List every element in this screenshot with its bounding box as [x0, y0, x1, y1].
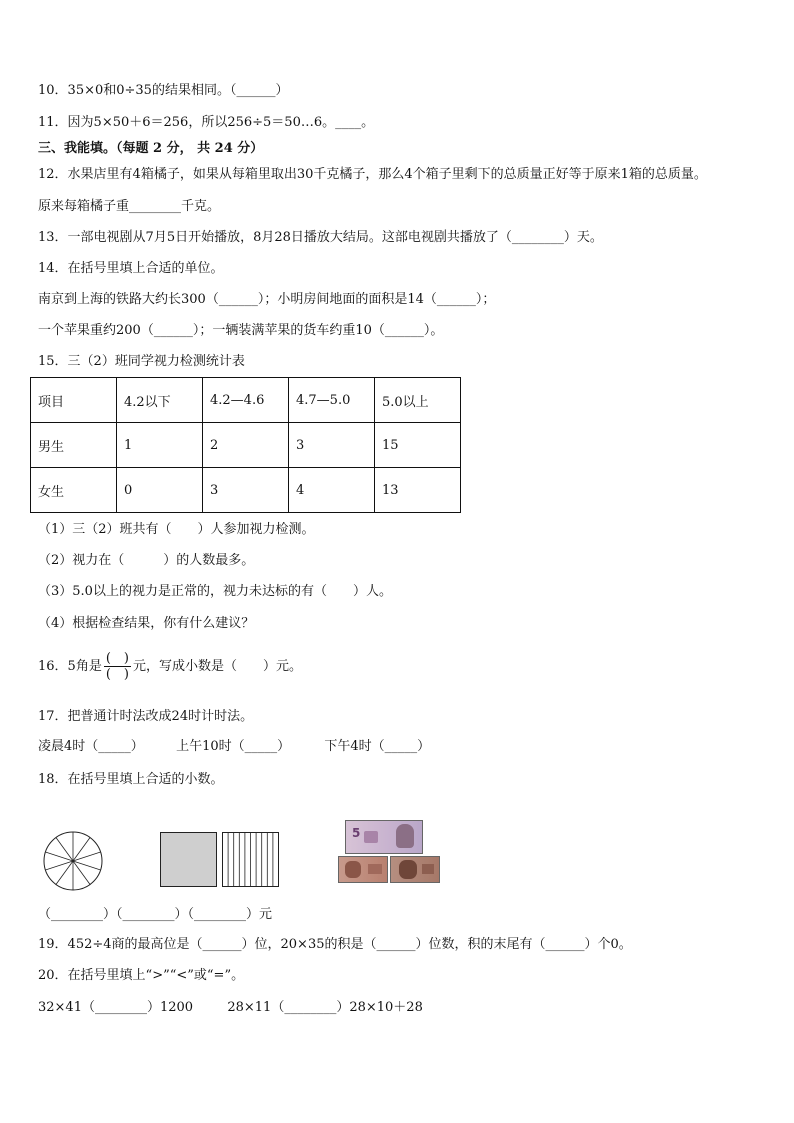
table-header-cell: 4.7—5.0 — [289, 378, 375, 423]
table-cell: 1 — [117, 423, 203, 468]
question-15-1: （1）三（2）班共有（ ）人参加视力检测。 — [38, 522, 315, 537]
question-17-answers — [38, 738, 430, 756]
fraction-denominator: ( ) — [105, 667, 129, 682]
question-14-line1: 南京到上海的铁路大约长300（______）；小明房间地面的面积是14（______）； — [38, 292, 496, 307]
table-cell: 3 — [203, 468, 289, 513]
question-16 — [38, 644, 302, 690]
question-17-b: 上午10时（_____） — [176, 739, 291, 754]
table-cell: 3 — [289, 423, 375, 468]
table-row — [31, 468, 461, 513]
question-14: 14．在括号里填上合适的单位。 — [38, 261, 224, 276]
table-header-cell: 项目 — [31, 378, 117, 423]
portrait-icon — [345, 861, 361, 878]
section-heading-3: 三、我能填。（每题 2 分， 共 24 分） — [38, 141, 264, 156]
vision-table — [30, 377, 461, 513]
question-20: 20．在括号里填上“>”“<”或“=”。 — [38, 968, 245, 983]
circle-tenths-figure — [42, 830, 104, 892]
one-jiao-banknote — [338, 856, 388, 883]
table-header-cell: 5.0以上 — [375, 378, 461, 423]
question-18-answers: （________）（________）（________）元 — [38, 907, 273, 922]
banknote-emblem-icon — [368, 864, 382, 874]
table-cell: 4 — [289, 468, 375, 513]
shaded-square-figure — [160, 832, 218, 888]
table-header-cell: 4.2—4.6 — [203, 378, 289, 423]
question-18: 18．在括号里填上合适的小数。 — [38, 772, 224, 787]
question-17-c: 下午4时（_____） — [324, 739, 431, 754]
table-cell: 女生 — [31, 468, 117, 513]
table-cell: 15 — [375, 423, 461, 468]
question-12-line1: 12．水果店里有4箱橘子，如果从每箱里取出30千克橘子，那么4个箱子里剩下的总质量正好等于原来1箱的总质量。 — [38, 167, 707, 182]
question-14-line2: 一个苹果重约200（______）；一辆装满苹果的货车约重10（______）。 — [38, 323, 444, 338]
question-15-2: （2）视力在（ ）的人数最多。 — [38, 553, 255, 568]
table-header-row — [31, 378, 461, 423]
one-jiao-banknote — [390, 856, 440, 883]
question-20-a: 32×41（________）1200 — [38, 1000, 194, 1015]
banknote-value: 5 — [352, 826, 361, 840]
question-20-answers — [38, 999, 423, 1017]
question-19: 19．452÷4商的最高位是（______）位，20×35的积是（______）位数，积的末尾有（______）个0。 — [38, 937, 632, 952]
question-16-prefix: 16．5角是 — [38, 659, 102, 674]
banknote-emblem-icon — [422, 864, 434, 874]
question-15-title: 15．三（2）班同学视力检测统计表 — [38, 354, 245, 369]
question-11: 11．因为5×50＋6＝256，所以256÷5＝50…6。____。 — [38, 115, 375, 130]
question-17: 17．把普通计时法改成24时计时法。 — [38, 709, 254, 724]
striped-square-figure — [222, 832, 280, 888]
question-20-b: 28×11（________）28×10＋28 — [227, 1000, 423, 1015]
portrait-icon — [396, 824, 414, 848]
table-cell: 13 — [375, 468, 461, 513]
five-yuan-banknote — [345, 820, 423, 854]
question-15-3: （3）5.0以上的视力是正常的，视力未达标的有（ ）人。 — [38, 584, 392, 599]
question-10: 10．35×0和0÷35的结果相同。（______） — [38, 83, 289, 98]
question-17-a: 凌晨4时（_____） — [38, 739, 144, 754]
question-12-line2: 原来每箱橘子重________千克。 — [38, 199, 221, 214]
question-15-4: （4）根据检查结果，你有什么建议？ — [38, 616, 255, 631]
question-13: 13．一部电视剧从7月5日开始播放，8月28日播放大结局。这部电视剧共播放了（________）天。 — [38, 230, 603, 245]
table-cell: 0 — [117, 468, 203, 513]
table-row — [31, 423, 461, 468]
table-header-cell: 4.2以下 — [117, 378, 203, 423]
table-cell: 男生 — [31, 423, 117, 468]
question-16-suffix: 元，写成小数是（ ）元。 — [132, 659, 302, 674]
banknote-emblem-icon — [364, 831, 378, 843]
fraction — [104, 651, 131, 682]
fraction-numerator: ( ) — [105, 651, 129, 666]
table-cell: 2 — [203, 423, 289, 468]
portrait-icon — [399, 860, 417, 879]
